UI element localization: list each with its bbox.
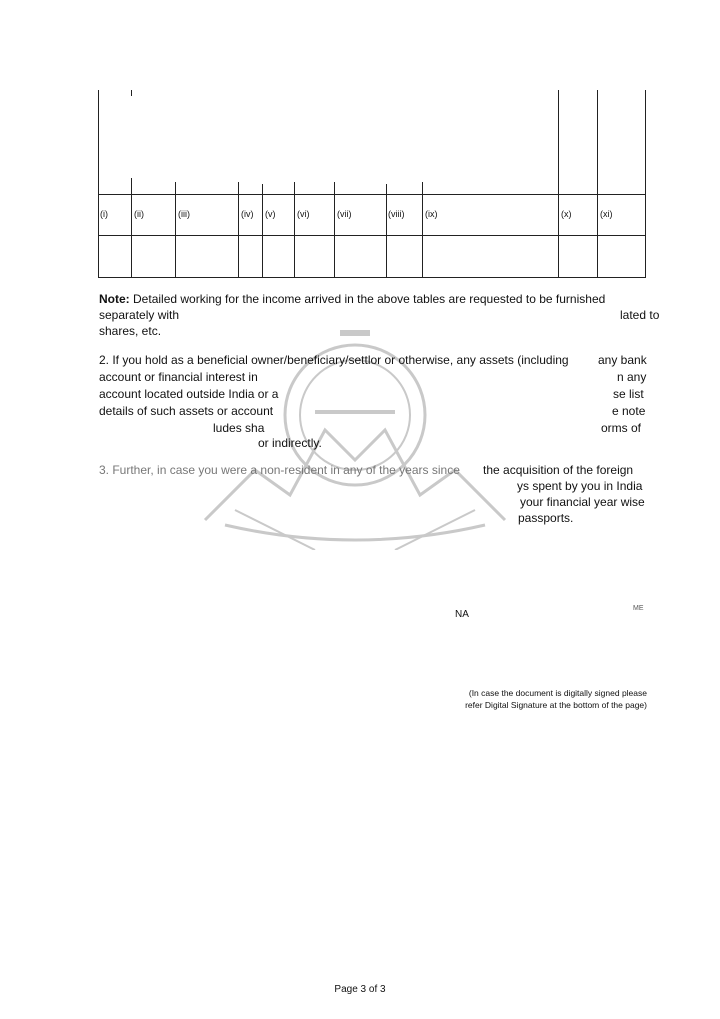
column-label-v: (v) — [265, 209, 276, 219]
note-line-3: shares, etc. — [99, 324, 162, 338]
column-label-ix: (ix) — [425, 209, 438, 219]
column-label-iv: (iv) — [241, 209, 254, 219]
para2-line-6-mid: or indirectly. — [258, 436, 322, 450]
table-row-rule — [98, 235, 646, 236]
para2-line-4-left: details of such assets or account — [99, 404, 274, 418]
table-border-left — [98, 90, 99, 278]
column-label-i: (i) — [100, 209, 108, 219]
para2-line-1-left: 2. If you hold as a beneficial owner/beneficiary/settlor or otherwise, any assets (including — [99, 353, 569, 367]
para2-line-2-left: account or financial interest in — [99, 370, 258, 384]
column-label-xi: (xi) — [600, 209, 613, 219]
table-divider — [334, 182, 335, 278]
para2-line-3-right: se list — [613, 387, 644, 401]
table-divider — [558, 90, 559, 278]
note-line-2-left: separately with — [99, 308, 180, 322]
para3-line-1-right: the acquisition of the foreign — [483, 463, 634, 477]
note-line-2-right: lated to — [620, 308, 660, 322]
note-text-1: Detailed working for the income arrived in the above tables are requested to be furnished — [133, 292, 606, 306]
table-divider — [131, 90, 132, 96]
para3-line-1-left: 3. Further, in case you were a non-resident in any of the years since — [99, 463, 460, 477]
para2-line-3-left: account located outside India or a — [99, 387, 279, 401]
column-label-vii: (vii) — [337, 209, 352, 219]
table-divider — [386, 184, 387, 278]
para3-line-3-right: your financial year wise — [520, 495, 645, 509]
digital-signature-note-1: (In case the document is digitally signed please — [468, 688, 647, 698]
column-label-viii: (viii) — [388, 209, 405, 219]
table-divider — [597, 90, 598, 278]
table-divider — [422, 182, 423, 278]
income-table — [98, 90, 646, 278]
para2-line-4-right: e note — [612, 404, 646, 418]
column-label-ii: (ii) — [134, 209, 144, 219]
table-border-right — [645, 90, 646, 278]
table-divider — [294, 182, 295, 278]
column-label-vi: (vi) — [297, 209, 310, 219]
digital-signature-note-2: refer Digital Signature at the bottom of the page) — [465, 700, 647, 710]
note-line-1 — [99, 292, 605, 306]
column-label-x: (x) — [561, 209, 572, 219]
column-label-iii: (iii) — [178, 209, 190, 219]
para2-line-5-right: orms of — [601, 421, 642, 435]
para2-line-2-right: n any — [617, 370, 647, 384]
signatory-name-fragment: NA — [455, 609, 469, 620]
para3-line-2-right: ys spent by you in India — [517, 479, 643, 493]
note-label: Note: — [99, 292, 130, 306]
table-header-rule — [98, 194, 646, 195]
table-divider — [175, 182, 176, 278]
para2-line-5-mid: ludes sha — [213, 421, 265, 435]
para2-line-1-right: any bank — [598, 353, 647, 367]
table-divider — [238, 182, 239, 278]
signatory-name-tail: ME — [633, 605, 644, 612]
para3-line-4-right: passports. — [518, 511, 574, 525]
page-number: Page 3 of 3 — [334, 984, 386, 995]
table-bottom-rule — [98, 277, 646, 278]
table-divider — [131, 178, 132, 278]
table-divider — [262, 184, 263, 278]
